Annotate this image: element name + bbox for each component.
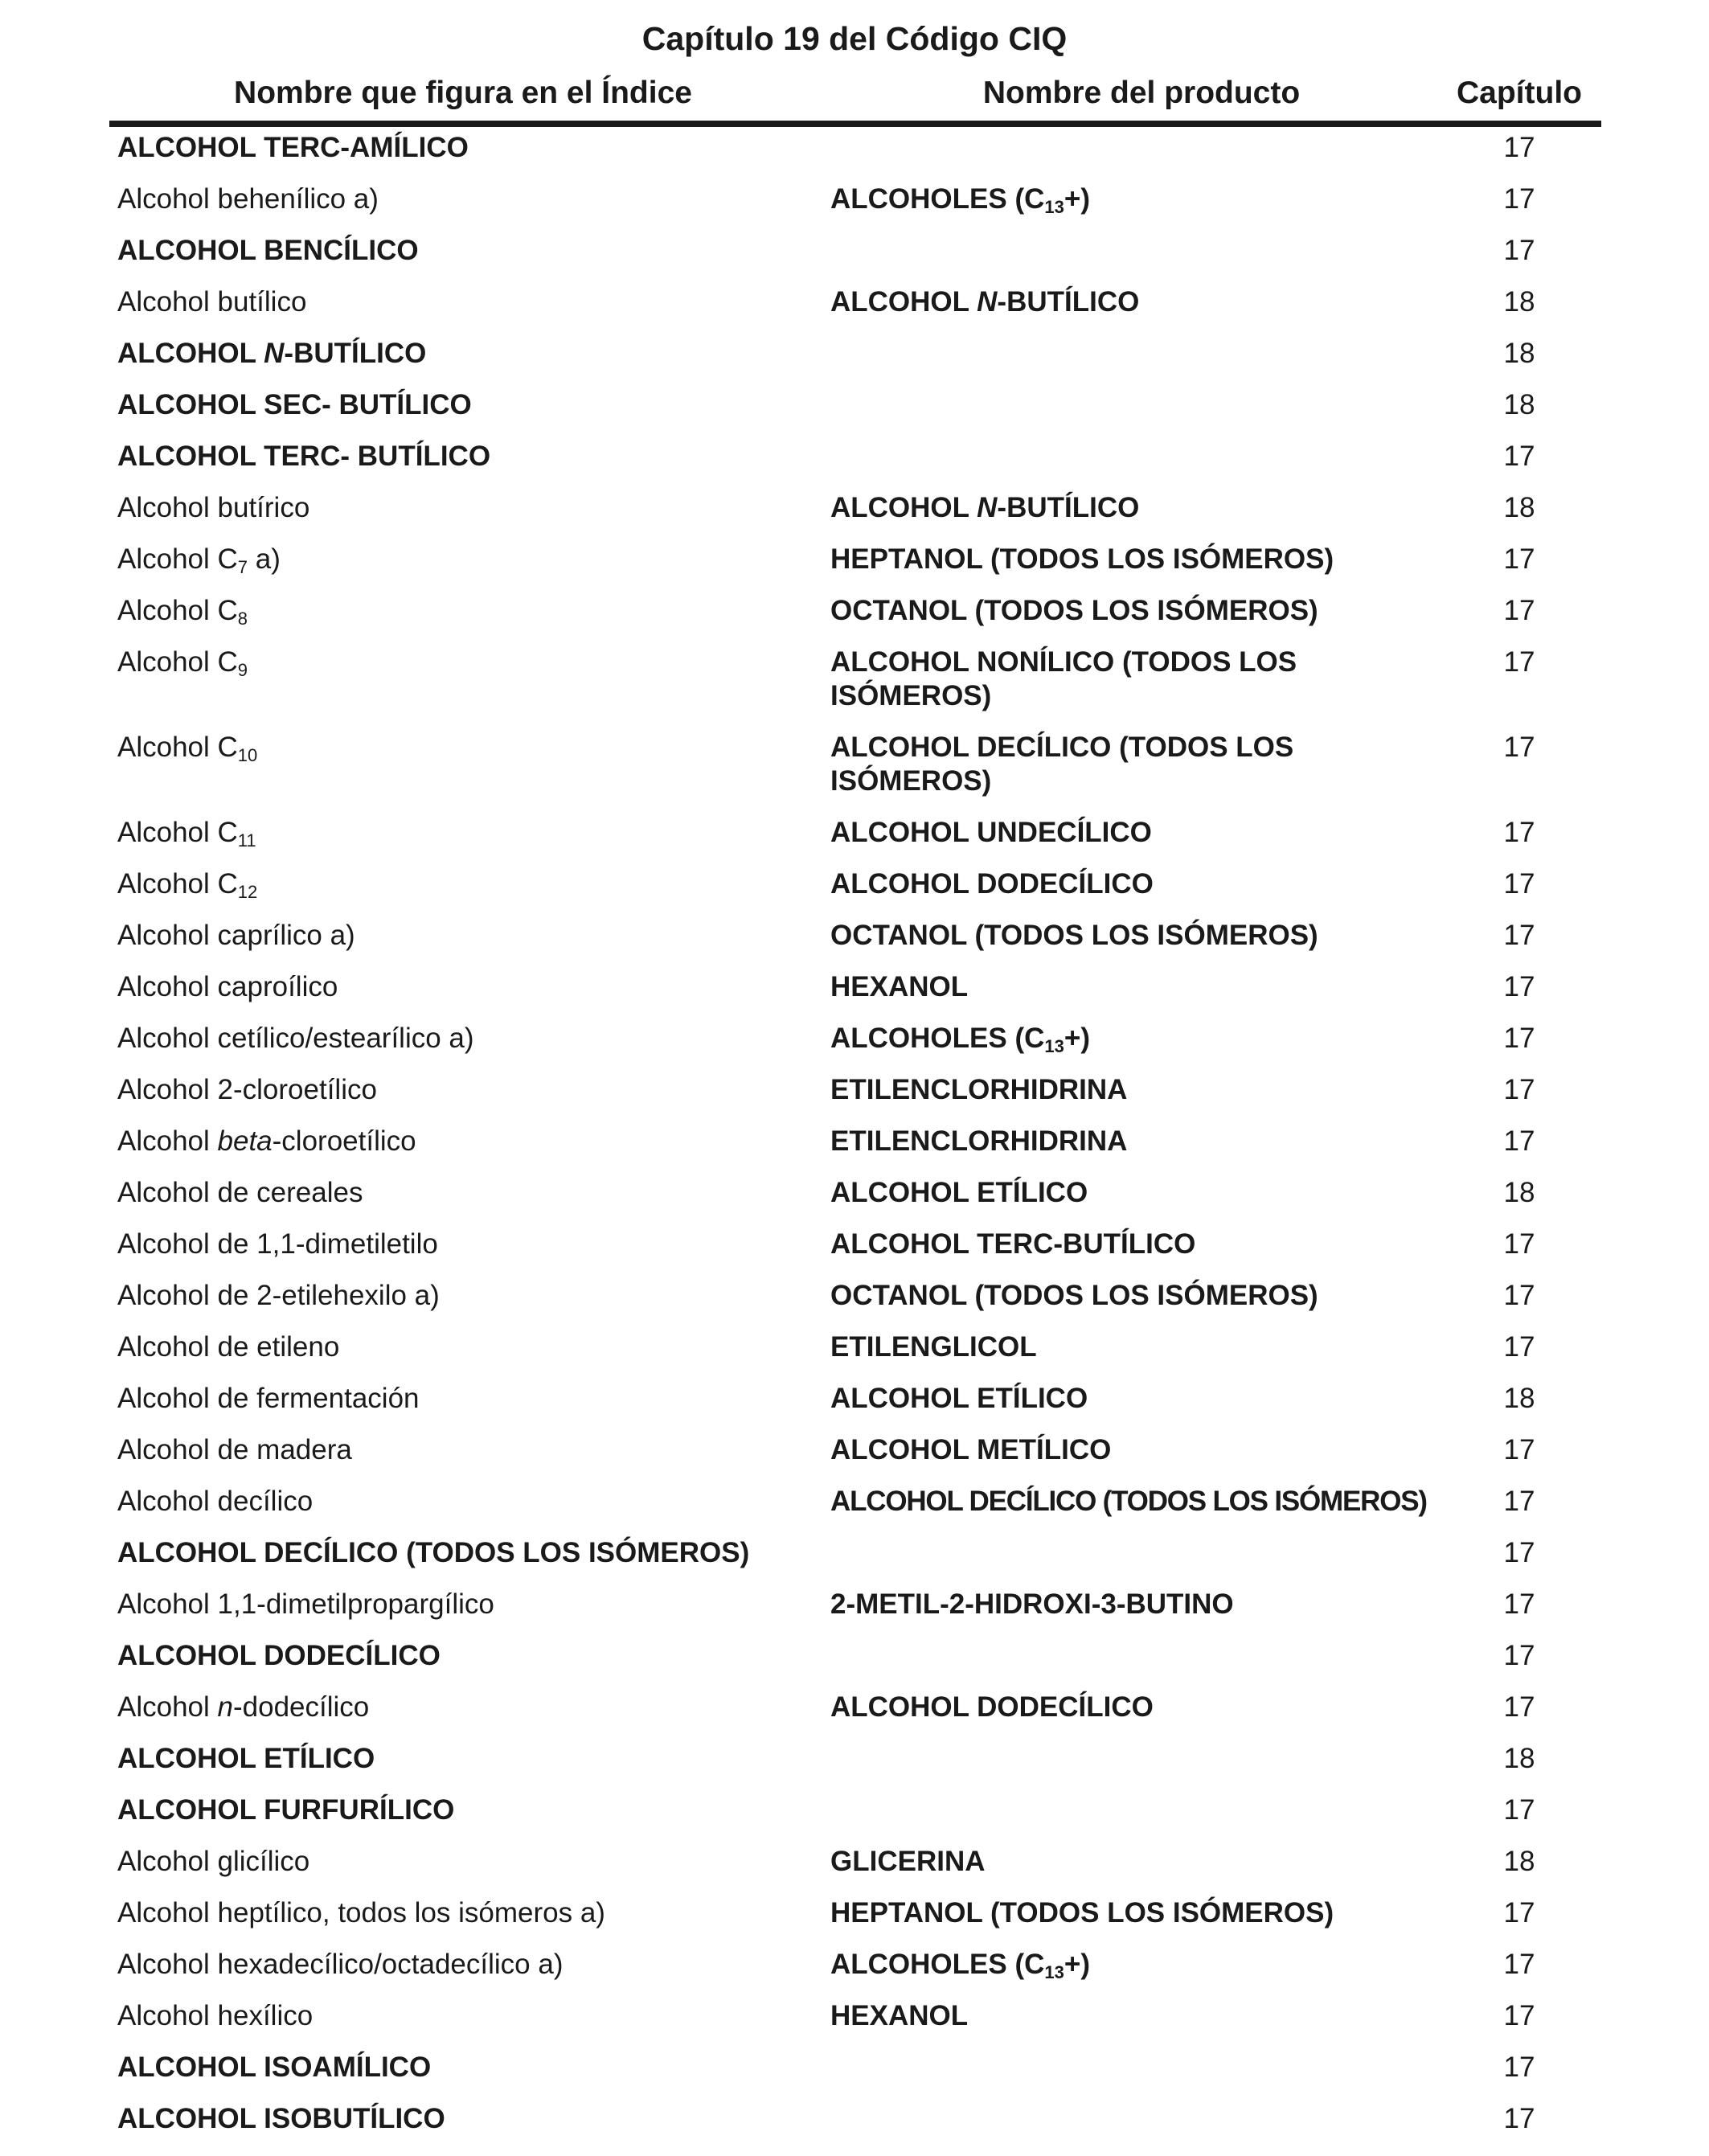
index-name-cell [117, 1330, 809, 1364]
index-name-cell [117, 970, 809, 1004]
text-segment: ALCOHOL ETÍLICO [117, 1743, 375, 1774]
product-name-cell [830, 594, 1441, 628]
index-name-cell [117, 1999, 809, 2033]
text-segment: -dodecílico [233, 1691, 370, 1723]
text-segment: N [264, 338, 285, 369]
index-name-cell [117, 1176, 809, 1210]
text-segment: Alcohol C [117, 543, 238, 575]
table-row [0, 1687, 1709, 1738]
index-name-cell [117, 1022, 809, 1055]
table-row [0, 1738, 1709, 1789]
table-row [0, 1841, 1709, 1892]
index-name-cell [117, 1793, 809, 1827]
index-name-cell [117, 1948, 809, 1982]
index-name-cell [117, 1228, 809, 1261]
table-row [0, 812, 1709, 863]
chapter-cell: 17 [1503, 1023, 1535, 1054]
text-segment: 2-METIL-2-HIDROXI-3-BUTINO [830, 1588, 1234, 1620]
text-segment: Alcohol C [117, 595, 238, 626]
index-name-cell [117, 1845, 809, 1879]
text-segment: ETILENCLORHIDRINA [830, 1074, 1128, 1105]
index-name-cell [117, 594, 809, 628]
text-segment: ALCOHOL TERC-AMÍLICO [117, 132, 469, 163]
table-row [0, 230, 1709, 281]
text-segment: Alcohol de etileno [117, 1331, 340, 1363]
text-segment: -cloroetílico [272, 1125, 416, 1157]
chapter-cell: 17 [1503, 1434, 1535, 1465]
table-row [0, 1121, 1709, 1172]
text-segment: Alcohol [117, 1691, 218, 1723]
index-name-cell [117, 646, 809, 679]
text-segment: HEXANOL [830, 971, 969, 1002]
text-segment: Alcohol hexadecílico/octadecílico a) [117, 1949, 564, 1980]
table-header [0, 69, 1709, 117]
text-segment: Alcohol 1,1-dimetilpropargílico [117, 1588, 494, 1620]
index-name-cell [117, 1485, 809, 1519]
text-segment: Alcohol C [117, 646, 238, 678]
text-segment: OCTANOL (TODOS LOS ISÓMEROS) [830, 1280, 1318, 1311]
chapter-cell: 17 [1503, 235, 1535, 266]
text-segment: ETILENGLICOL [830, 1331, 1037, 1363]
chapter-cell: 18 [1503, 1177, 1535, 1208]
product-name-cell [830, 1948, 1441, 1982]
text-segment: +) [1064, 1949, 1090, 1980]
chapter-cell: 18 [1503, 338, 1535, 369]
text-segment: n [217, 1691, 233, 1723]
text-segment: Alcohol behenílico a) [117, 183, 379, 215]
product-name-cell [830, 543, 1441, 576]
table-row [0, 1275, 1709, 1326]
chapter-cell: 17 [1503, 2103, 1535, 2134]
table-row [0, 863, 1709, 915]
product-name-cell [830, 867, 1441, 901]
table-row [0, 966, 1709, 1018]
table-row [0, 2047, 1709, 2098]
text-segment: Alcohol heptílico, todos los isómeros a) [117, 1897, 605, 1929]
product-name-cell [830, 285, 1441, 319]
text-segment: a) [248, 543, 281, 575]
table-row [0, 384, 1709, 436]
index-name-cell [117, 1691, 809, 1724]
text-segment: Alcohol C [117, 817, 238, 848]
table-row [0, 1944, 1709, 1995]
chapter-cell: 17 [1503, 1949, 1535, 1980]
table-row [0, 1069, 1709, 1121]
index-name-cell [117, 816, 809, 850]
text-segment: ALCOHOL TERC-BUTÍLICO [830, 1228, 1196, 1260]
text-segment: ALCOHOL BENCÍLICO [117, 235, 419, 266]
text-segment: Alcohol hexílico [117, 2000, 314, 2031]
table-row [0, 487, 1709, 539]
text-segment: Alcohol caprílico a) [117, 920, 355, 951]
text-segment: Alcohol de madera [117, 1434, 352, 1465]
table-body [0, 127, 1709, 2150]
chapter-cell: 17 [1503, 1125, 1535, 1157]
header-product-name: Nombre del producto [982, 76, 1301, 110]
index-name-cell [117, 919, 809, 953]
text-segment: 13 [1044, 197, 1064, 217]
text-segment: ALCOHOL NONÍLICO (TODOS LOS ISÓMEROS) [830, 646, 1297, 711]
chapter-cell: 17 [1503, 971, 1535, 1002]
product-name-cell [830, 919, 1441, 953]
text-segment: +) [1064, 1023, 1090, 1054]
index-name-cell [117, 1742, 809, 1776]
table-row [0, 178, 1709, 230]
text-segment: ALCOHOL DECÍLICO (TODOS LOS ISÓMEROS) [830, 1486, 1427, 1517]
text-segment: Alcohol cetílico/estearílico a) [117, 1023, 474, 1054]
table-row [0, 1481, 1709, 1532]
text-segment: ALCOHOLES (C [830, 1023, 1045, 1054]
text-segment: ALCOHOL [830, 286, 977, 318]
text-segment: ALCOHOLES (C [830, 1949, 1045, 1980]
index-name-cell [117, 440, 809, 473]
index-name-cell [117, 543, 809, 576]
text-segment: Alcohol 2-cloroetílico [117, 1074, 377, 1105]
index-name-cell [117, 867, 809, 901]
page-title: Capítulo 19 del Código CIQ [641, 20, 1068, 57]
text-segment: ALCOHOL [830, 492, 977, 523]
text-segment: Alcohol de cereales [117, 1177, 363, 1208]
chapter-cell: 18 [1503, 1383, 1535, 1414]
table-row [0, 127, 1709, 178]
header-rule [109, 121, 1601, 127]
chapter-cell: 17 [1503, 1897, 1535, 1929]
text-segment: Alcohol C [117, 732, 238, 763]
text-segment: ALCOHOL DECÍLICO (TODOS LOS ISÓMEROS) [830, 732, 1294, 797]
product-name-cell [830, 1279, 1441, 1313]
chapter-cell: 17 [1503, 183, 1535, 215]
text-segment: 9 [237, 660, 248, 680]
text-segment: Alcohol de 1,1-dimetiletilo [117, 1228, 438, 1260]
text-segment: ALCOHOL [117, 338, 264, 369]
table-row [0, 1892, 1709, 1944]
text-segment: ALCOHOL SEC- BUTÍLICO [117, 389, 472, 420]
chapter-cell: 17 [1503, 1537, 1535, 1568]
text-segment: ALCOHOL FURFURÍLICO [117, 1794, 455, 1826]
index-name-cell [117, 1382, 809, 1416]
index-name-cell [117, 1588, 809, 1621]
index-name-cell [117, 731, 809, 764]
text-segment: ALCOHOL DECÍLICO (TODOS LOS ISÓMEROS) [117, 1537, 750, 1568]
header-index-name: Nombre que figura en el Índice [234, 76, 692, 110]
chapter-cell: 17 [1503, 1074, 1535, 1105]
table-row [0, 539, 1709, 590]
chapter-cell: 18 [1503, 1743, 1535, 1774]
text-segment: Alcohol caproílico [117, 971, 338, 1002]
chapter-cell: 18 [1503, 389, 1535, 420]
product-name-cell [830, 646, 1441, 713]
index-name-cell [117, 337, 809, 371]
text-segment: 11 [237, 830, 256, 851]
text-segment: 12 [237, 882, 258, 902]
table-row [0, 1172, 1709, 1224]
table-row [0, 915, 1709, 966]
text-segment: ALCOHOL DODECÍLICO [830, 868, 1154, 900]
text-segment: Alcohol butílico [117, 286, 307, 318]
text-segment: Alcohol de 2-etilehexilo a) [117, 1280, 440, 1311]
chapter-cell: 17 [1503, 1331, 1535, 1363]
product-name-cell [830, 1330, 1441, 1364]
text-segment: Alcohol C [117, 868, 238, 900]
chapter-cell: 17 [1503, 732, 1535, 763]
chapter-cell: 17 [1503, 817, 1535, 848]
text-segment: OCTANOL (TODOS LOS ISÓMEROS) [830, 595, 1318, 626]
chapter-cell: 18 [1503, 1846, 1535, 1877]
chapter-cell: 17 [1503, 1588, 1535, 1620]
table-row [0, 1378, 1709, 1429]
table-row [0, 727, 1709, 812]
table-row [0, 1789, 1709, 1841]
index-name-cell [117, 1639, 809, 1673]
text-segment: 13 [1044, 1036, 1064, 1056]
chapter-cell: 18 [1503, 286, 1535, 318]
index-name-cell [117, 1125, 809, 1158]
product-name-cell [830, 1588, 1441, 1621]
text-segment: ALCOHOL DODECÍLICO [830, 1691, 1154, 1723]
product-name-cell [830, 182, 1441, 216]
table-row [0, 1429, 1709, 1481]
product-name-cell [830, 1382, 1441, 1416]
product-name-cell [830, 1896, 1441, 1930]
text-segment: Alcohol decílico [117, 1486, 314, 1517]
chapter-cell: 17 [1503, 441, 1535, 472]
product-name-cell [830, 970, 1441, 1004]
table-row [0, 1224, 1709, 1275]
text-segment: Alcohol de fermentación [117, 1383, 420, 1414]
index-name-cell [117, 1073, 809, 1107]
product-name-cell [830, 1845, 1441, 1879]
table-row [0, 590, 1709, 641]
chapter-cell: 17 [1503, 1280, 1535, 1311]
index-name-cell [117, 285, 809, 319]
index-name-cell [117, 182, 809, 216]
index-name-cell [117, 388, 809, 422]
text-segment: N [977, 492, 998, 523]
table-row [0, 1018, 1709, 1069]
table-row [0, 1995, 1709, 2047]
chapter-cell: 17 [1503, 868, 1535, 900]
text-segment: Alcohol [117, 1125, 218, 1157]
product-name-cell [830, 1228, 1441, 1261]
index-name-cell [117, 1279, 809, 1313]
chapter-cell: 17 [1503, 1640, 1535, 1671]
product-name-cell [830, 1999, 1441, 2033]
product-name-cell [830, 1176, 1441, 1210]
text-segment: HEPTANOL (TODOS LOS ISÓMEROS) [830, 1897, 1334, 1929]
index-name-cell [117, 2051, 809, 2084]
text-segment: HEPTANOL (TODOS LOS ISÓMEROS) [830, 543, 1334, 575]
chapter-cell: 17 [1503, 132, 1535, 163]
index-name-cell [117, 1433, 809, 1467]
table-row [0, 1532, 1709, 1584]
product-name-cell [830, 1433, 1441, 1467]
text-segment: ALCOHOL DODECÍLICO [117, 1640, 441, 1671]
text-segment: ETILENCLORHIDRINA [830, 1125, 1128, 1157]
table-row [0, 281, 1709, 333]
product-name-cell [830, 816, 1441, 850]
table-row [0, 1326, 1709, 1378]
product-name-cell [830, 1022, 1441, 1055]
text-segment: 10 [237, 745, 258, 765]
text-segment: ALCOHOL ETÍLICO [830, 1177, 1088, 1208]
table-row [0, 333, 1709, 384]
product-name-cell [830, 1073, 1441, 1107]
text-segment: +) [1064, 183, 1090, 215]
chapter-cell: 17 [1503, 1691, 1535, 1723]
index-name-cell [117, 1896, 809, 1930]
text-segment: ALCOHOLES (C [830, 183, 1045, 215]
chapter-cell: 17 [1503, 1228, 1535, 1260]
table-row [0, 1635, 1709, 1687]
text-segment: ALCOHOL TERC- BUTÍLICO [117, 441, 491, 472]
text-segment: ALCOHOL ISOBUTÍLICO [117, 2103, 445, 2134]
product-name-cell [830, 491, 1441, 525]
text-segment: -BUTÍLICO [997, 286, 1140, 318]
chapter-cell: 17 [1503, 920, 1535, 951]
table-row [0, 1584, 1709, 1635]
text-segment: 7 [237, 557, 248, 577]
chapter-cell: 17 [1503, 2051, 1535, 2083]
text-segment: N [977, 286, 998, 318]
index-name-cell [117, 131, 809, 165]
text-segment: -BUTÍLICO [997, 492, 1140, 523]
product-name-cell [830, 731, 1441, 798]
text-segment: ALCOHOL ETÍLICO [830, 1383, 1088, 1414]
text-segment: ALCOHOL UNDECÍLICO [830, 817, 1152, 848]
index-name-cell [117, 2102, 809, 2136]
product-name-cell [830, 1125, 1441, 1158]
text-segment: 13 [1044, 1962, 1064, 1982]
chapter-cell: 17 [1503, 646, 1535, 678]
chapter-cell: 17 [1503, 1794, 1535, 1826]
chapter-cell: 18 [1503, 492, 1535, 523]
product-name-cell [830, 1691, 1441, 1724]
product-name-cell [830, 1485, 1473, 1519]
text-segment: beta [217, 1125, 273, 1157]
header-chapter: Capítulo [1457, 76, 1582, 110]
text-segment: Alcohol glicílico [117, 1846, 310, 1877]
text-segment: GLICERINA [830, 1846, 986, 1877]
table-row [0, 2098, 1709, 2150]
chapter-cell: 17 [1503, 543, 1535, 575]
text-segment: HEXANOL [830, 2000, 969, 2031]
text-segment: -BUTÍLICO [284, 338, 427, 369]
text-segment: ALCOHOL ISOAMÍLICO [117, 2051, 432, 2083]
index-name-cell [117, 1536, 809, 1570]
text-segment: 8 [237, 609, 248, 629]
text-segment: Alcohol butírico [117, 492, 310, 523]
chapter-cell: 17 [1503, 1486, 1535, 1517]
index-name-cell [117, 234, 809, 268]
index-name-cell [117, 491, 809, 525]
text-segment: ALCOHOL METÍLICO [830, 1434, 1112, 1465]
chapter-cell: 17 [1503, 2000, 1535, 2031]
table-row [0, 641, 1709, 727]
chapter-cell: 17 [1503, 595, 1535, 626]
text-segment: OCTANOL (TODOS LOS ISÓMEROS) [830, 920, 1318, 951]
table-row [0, 436, 1709, 487]
